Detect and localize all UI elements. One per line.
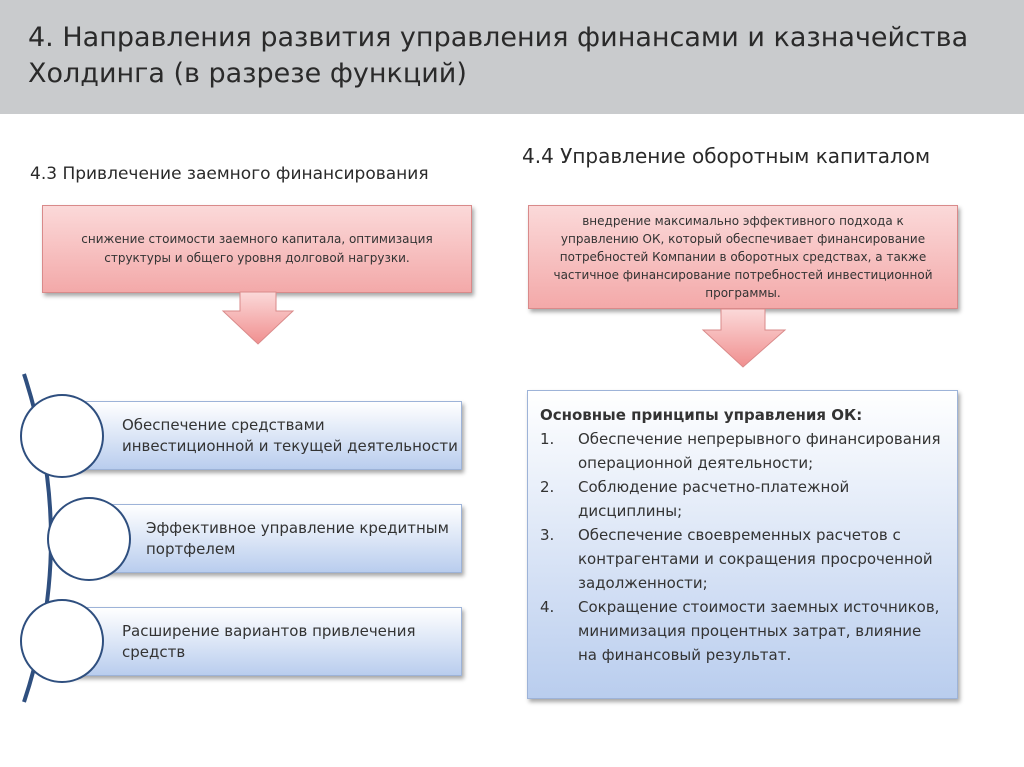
principle-item: [540, 427, 943, 475]
principle-number: 1.: [540, 430, 555, 448]
borrowing-goal-text: снижение стоимости заемного капитала, оптимизация структуры и общего уровня долговой нагрузки.: [81, 232, 433, 265]
section-title-working-capital: 4.4 Управление оборотным капиталом: [522, 144, 931, 168]
principles-list: [540, 427, 943, 667]
principle-number: 2.: [540, 478, 555, 496]
principle-item: [540, 523, 943, 595]
list-bullet-circle: [47, 497, 131, 581]
principle-text: Обеспечение непрерывного финансирования операционной деятельности;: [578, 430, 941, 472]
list-bullet-circle: [20, 599, 104, 683]
list-item-label: Эффективное управление кредитным портфелем: [146, 518, 449, 558]
borrowing-goal-box: [42, 205, 472, 293]
list-item-credit-portfolio: [87, 504, 462, 573]
principles-box: [527, 390, 958, 699]
page-title: 4. Направления развития управления финансами и казначейства Холдинга (в разрезе функций): [28, 22, 969, 89]
principle-text: Сокращение стоимости заемных источников, минимизация процентных затрат, влияние на финансовый результат.: [578, 598, 940, 664]
section-title-borrowing: 4.3 Привлечение заемного финансирования: [30, 164, 429, 184]
principle-text: Соблюдение расчетно-платежной дисциплины;: [578, 478, 850, 520]
list-item-label: Расширение вариантов привлечения средств: [122, 621, 416, 661]
title-bar: [0, 0, 1024, 114]
principle-text: Обеспечение своевременных расчетов с контрагентами и сокращения просроченной задолженности;: [578, 526, 933, 592]
principle-number: 3.: [540, 526, 555, 544]
list-item-funding: [61, 401, 462, 470]
principle-number: 4.: [540, 598, 555, 616]
list-item-financing-options: [61, 607, 462, 676]
list-bullet-circle: [20, 394, 104, 478]
working-capital-goal-text: внедрение максимально эффективного подхода к управлению ОК, который обеспечивает финансирование потребностей Компании в оборотных средствах, а также частичное финансирование потребностей инвестиционной программы.: [553, 214, 933, 300]
list-item-label: Обеспечение средствами инвестиционной и текущей деятельности: [122, 415, 458, 455]
principle-item: [540, 475, 943, 523]
principles-title: Основные принципы управления ОК:: [540, 406, 863, 424]
down-arrow-icon: [220, 291, 296, 347]
working-capital-goal-box: [528, 205, 958, 309]
principle-item: [540, 595, 943, 667]
down-arrow-icon: [699, 308, 789, 370]
